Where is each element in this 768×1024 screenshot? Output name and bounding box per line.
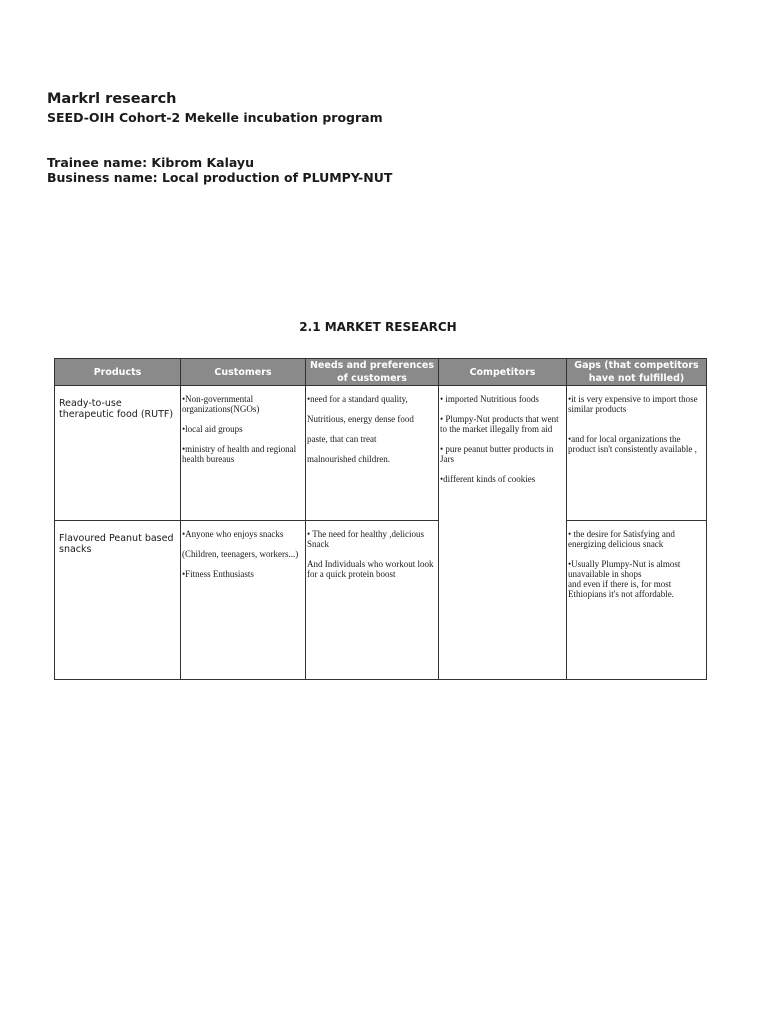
- gap-item: •Usually Plumpy-Nut is almost unavailable in shops: [568, 559, 681, 579]
- table-row: [55, 386, 707, 521]
- customers-cell: [181, 521, 306, 680]
- needs-cell: [306, 386, 439, 521]
- competitor-item: • pure peanut butter products in Jars: [440, 444, 554, 464]
- gap-item: • the desire for Satisfying and energizing delicious snack: [568, 529, 675, 549]
- customer-item: (Children, teenagers, workers...): [182, 549, 299, 559]
- table-row: [55, 521, 707, 680]
- customer-item: •ministry of health and regional health bureaus: [182, 444, 297, 464]
- product-cell: Ready-to-use therapeutic food (RUTF): [55, 386, 181, 521]
- need-item: paste, that can treat: [307, 434, 377, 444]
- customer-item: •local aid groups: [182, 424, 243, 434]
- gaps-cell: [567, 521, 707, 680]
- need-item: •need for a standard quality,: [307, 394, 408, 404]
- customer-item: •Anyone who enjoys snacks: [182, 529, 284, 539]
- market-research-table: [54, 358, 707, 680]
- need-item: • The need for healthy ,delicious Snack: [307, 529, 424, 549]
- document-title: Markrl research: [47, 91, 177, 107]
- competitor-item: • Plumpy-Nut products that went to the market illegally from aid: [440, 414, 559, 434]
- gap-item: •and for local organizations the product isn't consistently available ,: [568, 434, 697, 454]
- need-item: malnourished children.: [307, 454, 390, 464]
- customers-cell: [181, 386, 306, 521]
- gaps-cell: [567, 386, 707, 521]
- needs-cell: [306, 521, 439, 680]
- need-item: Nutritious, energy dense food: [307, 414, 414, 424]
- table-header-row: [55, 359, 707, 386]
- section-title: 2.1 MARKET RESEARCH: [299, 320, 457, 334]
- customer-item: •Fitness Enthusiasts: [182, 569, 254, 579]
- column-header-competitors: Competitors: [439, 359, 567, 386]
- competitors-cell: [439, 386, 567, 680]
- gap-item: •it is very expensive to import those similar products: [568, 394, 698, 414]
- column-header-gaps: Gaps (that competitors have not fulfilled): [567, 359, 707, 386]
- customer-item: •Non-governmental organizations(NGOs): [182, 394, 260, 414]
- competitor-item: •different kinds of cookies: [440, 474, 536, 484]
- column-header-needs: Needs and preferences of customers: [306, 359, 439, 386]
- business-name: Business name: Local production of PLUMPY-NUT: [47, 170, 393, 185]
- trainee-name: Trainee name: Kibrom Kalayu: [47, 155, 254, 170]
- product-cell: Flavoured Peanut based snacks: [55, 521, 181, 680]
- gap-item: and even if there is, for most Ethiopians it's not affordable.: [568, 579, 674, 599]
- need-item: And Individuals who workout look for a quick protein boost: [307, 559, 434, 579]
- competitor-item: • imported Nutritious foods: [440, 394, 539, 404]
- column-header-products: Products: [55, 359, 181, 386]
- column-header-customers: Customers: [181, 359, 306, 386]
- program-subtitle: SEED-OIH Cohort-2 Mekelle incubation program: [47, 110, 383, 125]
